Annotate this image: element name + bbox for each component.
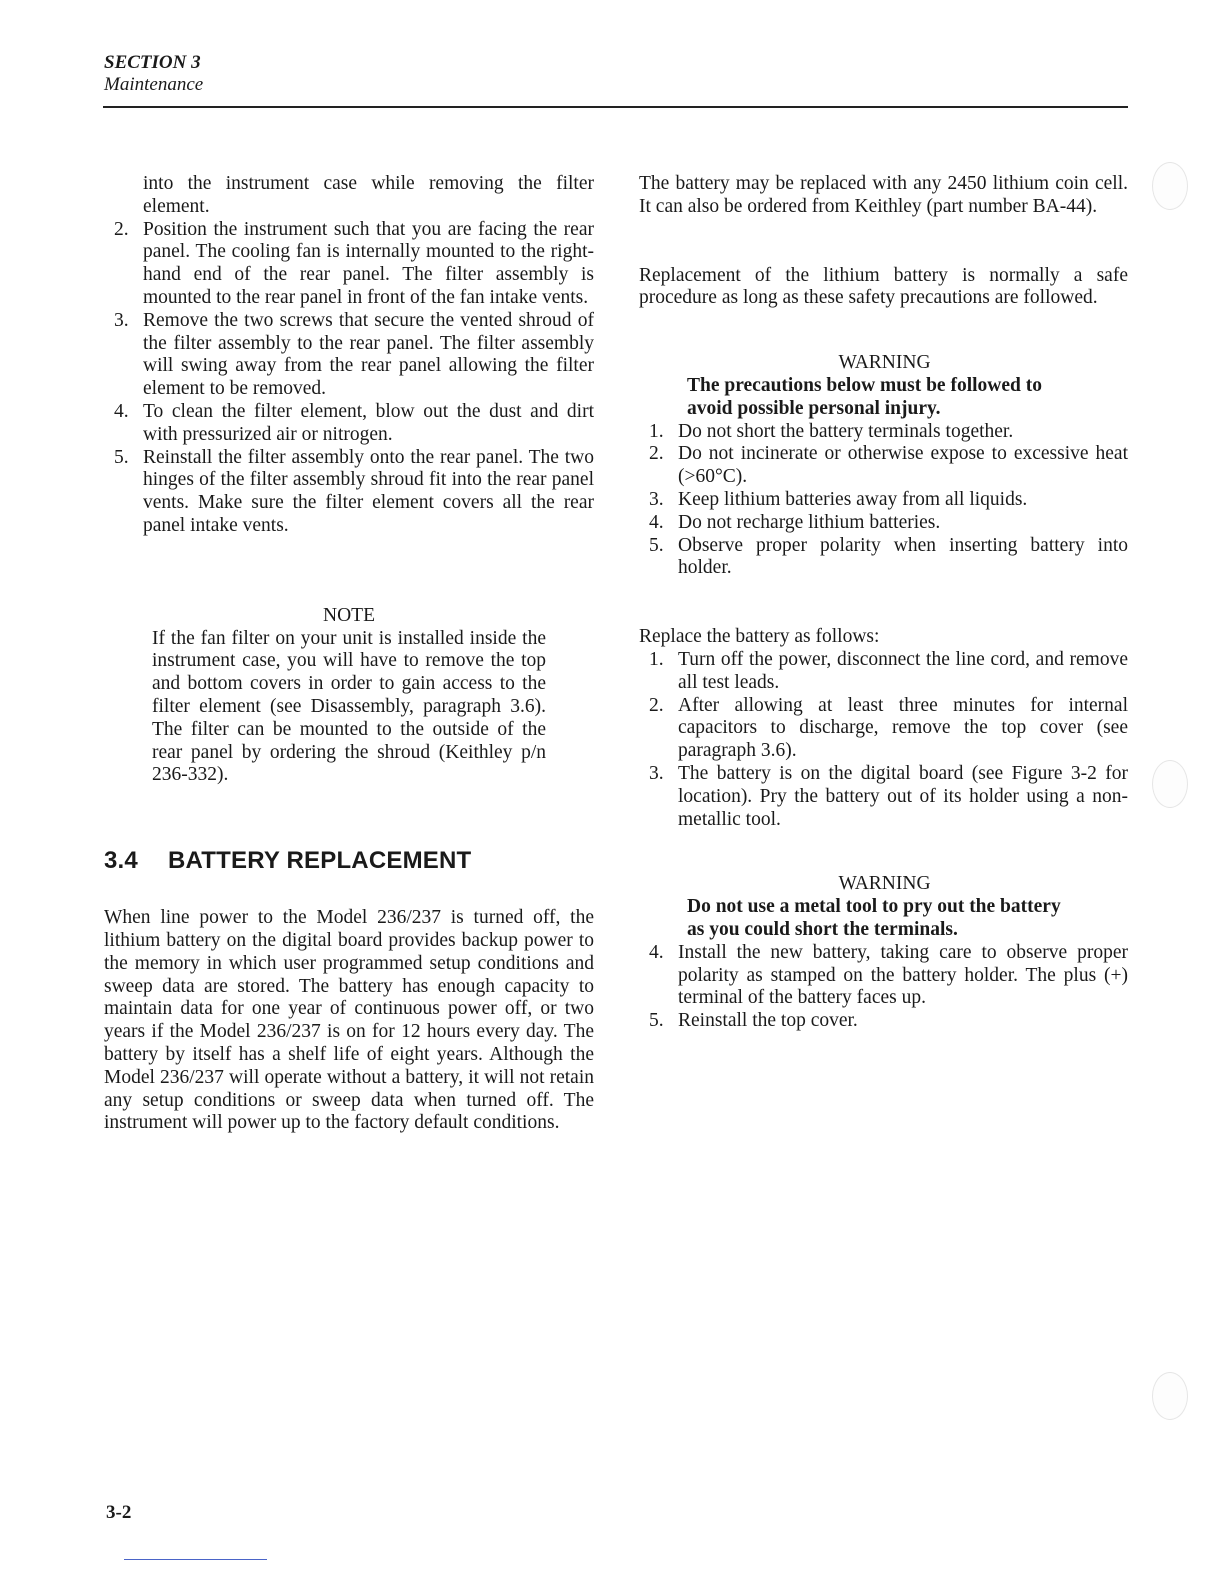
list-item: 3. The battery is on the digital board (see Figure 3-2 for location). Pry the battery out of its holder using a non-metallic tool.	[649, 762, 1128, 830]
punch-hole	[1152, 760, 1188, 808]
continued-text: into the instrument case while removing the filter element.	[143, 173, 594, 217]
filter-steps-list	[104, 219, 594, 538]
section-subtitle: Maintenance	[104, 74, 204, 95]
punch-hole	[1152, 162, 1188, 210]
list-item: 4. Install the new battery, taking care to observe proper polarity as stamped on the battery holder. The plus (+) terminal of the battery faces up.	[649, 941, 1128, 1009]
footer-line	[124, 1559, 267, 1560]
battery-body-text: When line power to the Model 236/237 is turned off, the lithium battery on the digital board provides backup power to the memory in which user programmed setup conditions and sweep data are stored. The battery has enough capacity to maintain data for one year of continuous power off, or two years if the Model 236/237 is on for 12 hours every day. The battery by itself has a shelf life of eight years. Although the Model 236/237 will operate without a battery, it will not retain any setup conditions or sweep data when turned off. The instrument will power up to the factory default conditions.	[104, 907, 594, 1134]
section-title: BATTERY REPLACEMENT	[168, 847, 472, 875]
list-item: 5. Reinstall the filter assembly onto the rear panel. The two hinges of the filter assembly shroud fit into the rear panel vents. Make sure the filter element covers all the rear panel intake vents.	[114, 446, 594, 536]
list-item: 1. Turn off the power, disconnect the line cord, and remove all test leads.	[649, 648, 1128, 693]
safety-intro-text: Replacement of the lithium battery is normally a safe procedure as long as these safety precautions are followed.	[639, 264, 1128, 309]
warning-title: WARNING	[838, 873, 931, 895]
page-header	[104, 52, 203, 96]
warning-text: Do not use a metal tool to pry out the battery as you could short the terminals.	[687, 896, 1061, 940]
right-column	[639, 173, 1128, 1033]
precautions-list	[639, 421, 1128, 581]
warning-text: The precautions below must be followed to avoid possible personal injury.	[687, 374, 1042, 419]
note-title: NOTE	[323, 604, 375, 626]
page-number: 3-2	[106, 1502, 132, 1523]
note-text: If the fan filter on your unit is installed inside the instrument case, you will have to remove the top and bottom covers in order to gain access to the filter element (see Disassembly, paragraph 3.6). The filter can be mounted to the outside of the rear panel by ordering the shroud (Keithley p/n 236-332).	[152, 627, 546, 786]
list-item: 2. After allowing at least three minutes for internal capacitors to discharge, remove the top cover (see paragraph 3.6).	[649, 694, 1128, 762]
list-item: 2. Do not incinerate or otherwise expose to excessive heat (>60°C).	[649, 443, 1128, 488]
warning-box-metal-tool	[687, 873, 1082, 941]
section-heading	[104, 847, 594, 875]
section-number: 3.4	[104, 847, 138, 875]
list-item: 4. To clean the filter element, blow out the dust and dirt with pressurized air or nitrogen.	[114, 400, 594, 445]
list-item: 3. Keep lithium batteries away from all liquids.	[649, 488, 1028, 510]
list-item: 3. Remove the two screws that secure the vented shroud of the filter assembly to the rear panel. The filter assembly will swing away from the rear panel allowing the filter element to be removed.	[114, 309, 594, 400]
punch-hole	[1152, 1372, 1188, 1420]
note-box	[152, 605, 546, 787]
battery-type-text: The battery may be replaced with any 2450 lithium coin cell. It can also be ordered from Keithley (part number BA-44).	[639, 173, 1128, 217]
list-item: 2. Position the instrument such that you are facing the rear panel. The cooling fan is internally mounted to the right-hand end of the rear panel. The filter assembly is mounted to the rear panel in front of the fan intake vents.	[114, 218, 594, 308]
list-item: 5. Observe proper polarity when inserting battery into holder.	[649, 534, 1128, 579]
left-column	[104, 173, 594, 1135]
warning-title: WARNING	[838, 352, 931, 374]
warning-box-precautions	[687, 352, 1082, 420]
list-item: 4. Do not recharge lithium batteries.	[649, 511, 941, 533]
replace-intro-text: Replace the battery as follows:	[639, 626, 880, 648]
section-label: SECTION 3	[104, 52, 201, 73]
header-rule	[103, 106, 1128, 108]
list-item: 5. Reinstall the top cover.	[649, 1010, 858, 1032]
list-item: 1. Do not short the battery terminals together.	[649, 420, 1014, 442]
final-steps-list	[639, 942, 1128, 1033]
replace-steps-list	[639, 649, 1128, 831]
